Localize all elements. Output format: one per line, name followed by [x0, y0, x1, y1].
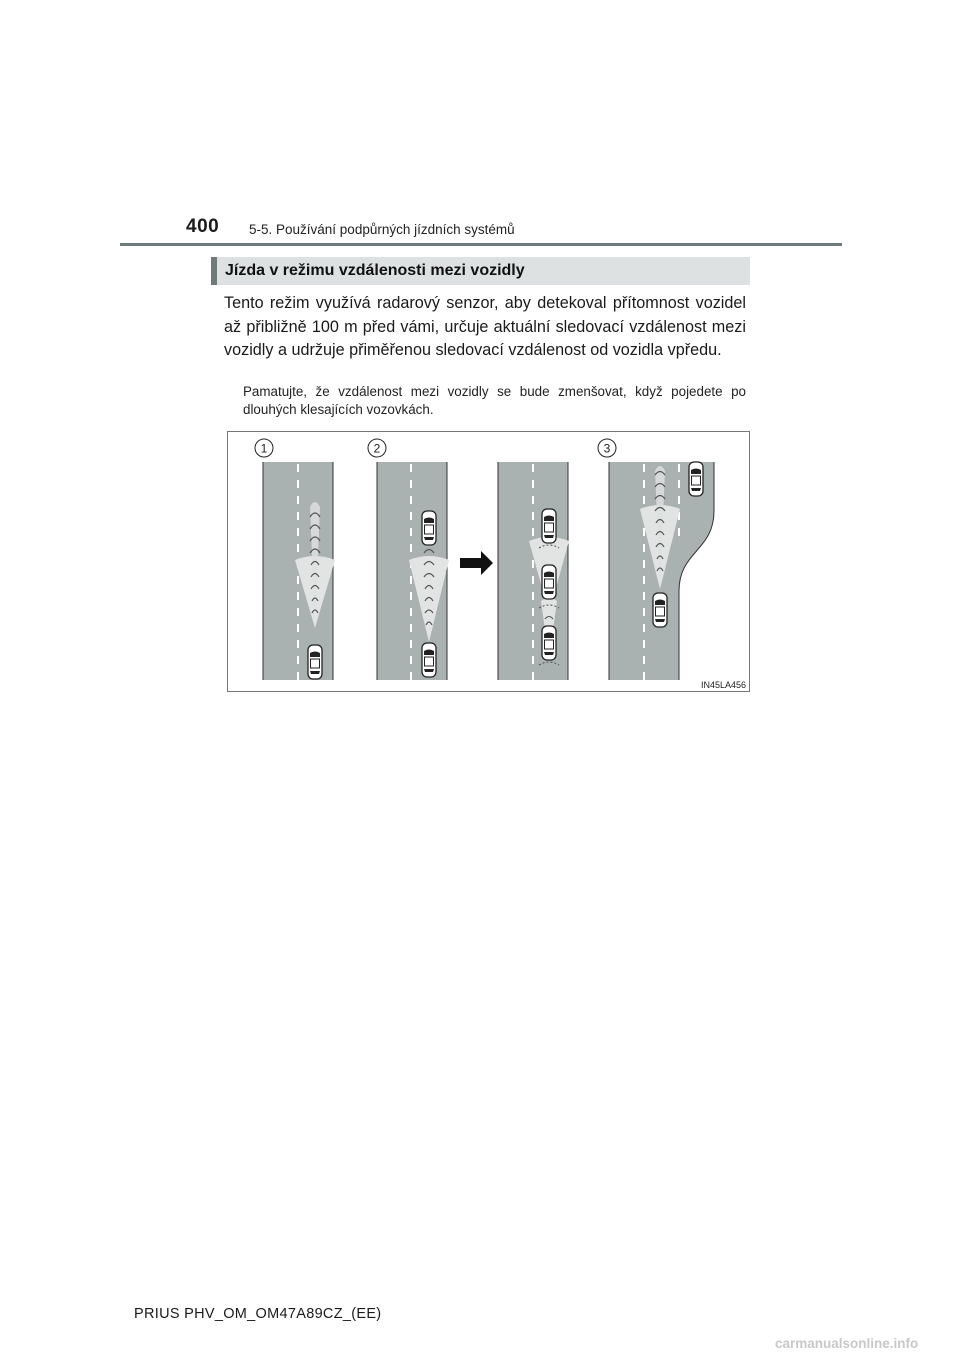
footer-doc-code: PRIUS PHV_OM_OM47A89CZ_(EE) — [134, 1306, 382, 1322]
figure-code: IN45LA456 — [700, 680, 746, 690]
subheading-box — [211, 257, 750, 285]
watermark: carmanualsonline.info — [775, 1336, 919, 1351]
svg-text:2: 2 — [373, 441, 381, 456]
car-icon — [542, 626, 556, 660]
header-rule — [120, 243, 842, 246]
page-number: 400 — [186, 216, 220, 237]
car-icon — [422, 511, 436, 545]
callout-3 — [598, 439, 616, 457]
subheading-text: Jízda v režimu vzdálenosti mezi vozidly — [225, 262, 525, 279]
section-title: 5-5. Používání podpůrných jízdních systémů — [249, 222, 515, 237]
body-paragraph: Tento režim využívá radarový senzor, aby detekoval přítomnost vozidel až přibližně 100 m před vámi, určuje aktuální sledovací vzdálenost mezi vozidly a udržuje přiměřenou sledovací vzdálenost od vozidla vpředu. — [224, 294, 746, 359]
car-icon — [689, 462, 703, 496]
car-icon — [542, 509, 556, 543]
car-icon — [422, 643, 436, 677]
illustration — [227, 431, 750, 692]
svg-text:3: 3 — [603, 441, 611, 456]
subheading-bar — [211, 257, 217, 285]
callout-2 — [368, 439, 386, 457]
car-icon — [653, 593, 667, 627]
note-paragraph: Pamatujte, že vzdálenost mezi vozidly se bude zmenšovat, když pojedete po dlouhých klesajících vozovkách. — [243, 384, 746, 417]
car-icon — [308, 645, 322, 679]
svg-text:1: 1 — [260, 441, 268, 456]
callout-1 — [255, 439, 273, 457]
car-icon — [542, 565, 556, 599]
